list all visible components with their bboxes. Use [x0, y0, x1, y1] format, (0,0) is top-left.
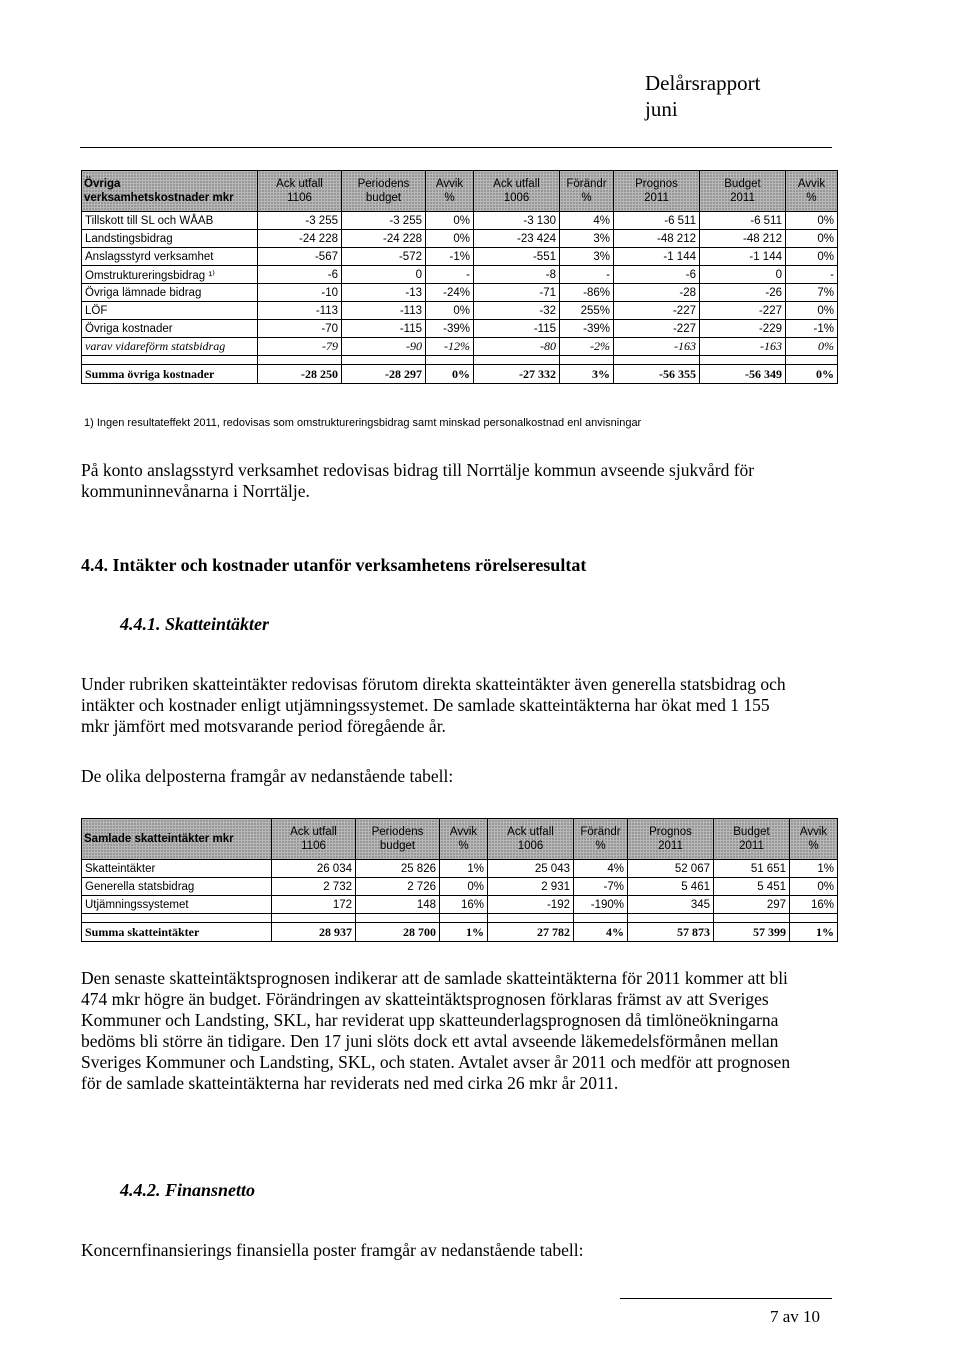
- column-header: [714, 819, 790, 860]
- spacer-cell: [488, 914, 574, 923]
- table-cell: 0: [342, 266, 426, 284]
- table-cell: -: [426, 266, 474, 284]
- column-header-line: Avvik: [435, 178, 464, 190]
- table-cell: -48 212: [700, 230, 786, 248]
- paragraph-prognos: Den senaste skatteintäktsprognosen indikerar att de samlade skatteintäkterna för 2011 kommer att bli 474 mkr högre än budget. Förändringen av skatteintäktsprognosen förklaras främst av att Sveriges Kommuner och Landsting, SKL, har reviderat upp skatteunderlagsprognosen då timlöneökningarna bedöms bli större än tidigare. Den 17 juni slöts dock ett avtal avseende läkemedelsförmånen mellan Sveriges Kommuner och Landsting, SKL, och staten. Avtalet avser år 2011 och medför att prognosen för de samlade skatteintäkterna har reviderats ned med cirka 26 mkr år 2011.: [81, 968, 791, 1093]
- table-cell: -24 228: [342, 230, 426, 248]
- table-cell: -86%: [560, 284, 614, 302]
- column-header: [574, 819, 628, 860]
- column-header-line: 1006: [503, 192, 530, 204]
- table-cell: -24%: [426, 284, 474, 302]
- table-cell: -28 250: [258, 365, 342, 384]
- column-header: [614, 171, 700, 212]
- table-cell: 0%: [426, 302, 474, 320]
- table-cell: 1%: [440, 860, 488, 878]
- table-cell: 28 937: [272, 923, 356, 942]
- spacer-cell: [574, 914, 628, 923]
- table-cell: -6: [614, 266, 700, 284]
- table-cell: 0%: [786, 248, 838, 266]
- table-cell: -1 144: [614, 248, 700, 266]
- column-header: [356, 819, 440, 860]
- spacer-cell: [714, 914, 790, 923]
- table-cell: 7%: [786, 284, 838, 302]
- table-row: [82, 230, 838, 248]
- column-header-line: budget: [365, 192, 402, 204]
- table-row: [82, 860, 838, 878]
- table-row: [82, 248, 838, 266]
- header-title: [645, 70, 760, 122]
- table-cell: -71: [474, 284, 560, 302]
- table-row: [82, 212, 838, 230]
- row-label: Summa skatteintäkter: [82, 923, 272, 942]
- table-cell: -6 511: [700, 212, 786, 230]
- table-row-total: [82, 365, 838, 384]
- table-cell: -8: [474, 266, 560, 284]
- table-cell: -80: [474, 338, 560, 356]
- table-cell: -227: [700, 302, 786, 320]
- column-header: [342, 171, 426, 212]
- table-cell: -26: [700, 284, 786, 302]
- column-header-line: verksamhetskostnader mkr: [84, 192, 234, 204]
- table-cell: -113: [342, 302, 426, 320]
- column-header-line: Förändr: [580, 826, 621, 838]
- table-footnote: 1) Ingen resultateffekt 2011, redovisas som omstruktureringsbidrag samt minskad personalkostnad enl anvisningar: [84, 417, 642, 429]
- table-cell: 0%: [440, 878, 488, 896]
- table-cell: -1%: [426, 248, 474, 266]
- section-heading-4-4: 4.4. Intäkter och kostnader utanför verksamhetens rörelseresultat: [81, 555, 587, 575]
- column-header: [426, 171, 474, 212]
- table-row: [82, 878, 838, 896]
- column-header-line: %: [806, 192, 817, 204]
- column-header-line: %: [595, 840, 606, 852]
- table-cell: -7%: [574, 878, 628, 896]
- table-cell: -79: [258, 338, 342, 356]
- section-heading-4-4-1: 4.4.1. Skatteintäkter: [120, 614, 270, 634]
- spacer-cell: [342, 356, 426, 365]
- column-header: [258, 171, 342, 212]
- column-header-line: Budget: [733, 826, 770, 838]
- spacer-cell: [560, 356, 614, 365]
- spacer-cell: [426, 356, 474, 365]
- table-cell: -192: [488, 896, 574, 914]
- column-header-line: 2011: [644, 192, 669, 204]
- table-header-row: [82, 171, 838, 212]
- table-cell: 16%: [790, 896, 838, 914]
- column-header-line: Avvik: [799, 826, 828, 838]
- spacer-cell: [786, 356, 838, 365]
- table-cell: 3%: [560, 365, 614, 384]
- table-cell: 0%: [786, 230, 838, 248]
- spacer-cell: [700, 356, 786, 365]
- table-cell: -3 255: [258, 212, 342, 230]
- header-rule: [80, 147, 832, 148]
- section-heading-4-4-2: 4.4.2. Finansnetto: [120, 1180, 256, 1200]
- table-row-total: [82, 923, 838, 942]
- table-cell: -227: [614, 320, 700, 338]
- row-label: Generella statsbidrag: [82, 878, 272, 896]
- column-header: [700, 171, 786, 212]
- table-cell: -163: [700, 338, 786, 356]
- row-label: Landstingsbidrag: [82, 230, 258, 248]
- table-cell: 0%: [426, 230, 474, 248]
- table-cell: 26 034: [272, 860, 356, 878]
- column-header-line: %: [808, 840, 819, 852]
- table-cell: 297: [714, 896, 790, 914]
- spacer-cell: [628, 914, 714, 923]
- table-cell: 5 461: [628, 878, 714, 896]
- column-header: [560, 171, 614, 212]
- table-cell: 0%: [790, 878, 838, 896]
- column-header-line: %: [458, 840, 469, 852]
- spacer-cell: [258, 356, 342, 365]
- table-cell: 2 726: [356, 878, 440, 896]
- table-cell: 2 931: [488, 878, 574, 896]
- table-row-subitem: [82, 338, 838, 356]
- table-header-row: [82, 819, 838, 860]
- column-header-line: 2011: [739, 840, 764, 852]
- table-cell: -113: [258, 302, 342, 320]
- row-label: Tillskott till SL och WÅAB: [82, 212, 258, 230]
- column-header: [440, 819, 488, 860]
- table-cell: -: [786, 266, 838, 284]
- table-cell: -39%: [560, 320, 614, 338]
- table-cell: -163: [614, 338, 700, 356]
- column-header-line: 1106: [301, 840, 326, 852]
- table-cell: 3%: [560, 248, 614, 266]
- table-cell: -27 332: [474, 365, 560, 384]
- table-cell: 0%: [426, 212, 474, 230]
- table-cell: 27 782: [488, 923, 574, 942]
- column-header-line: %: [444, 192, 455, 204]
- table-spacer: [82, 356, 838, 365]
- column-header-line: Förändr: [566, 178, 607, 190]
- table-row: [82, 302, 838, 320]
- column-header: [82, 819, 272, 860]
- column-header-line: Avvik: [797, 178, 826, 190]
- spacer-cell: [272, 914, 356, 923]
- column-header-line: %: [581, 192, 592, 204]
- spacer-cell: [440, 914, 488, 923]
- table-cell: 0%: [786, 212, 838, 230]
- table-cell: -115: [342, 320, 426, 338]
- table-cell: 3%: [560, 230, 614, 248]
- column-header-line: Prognos: [649, 826, 692, 838]
- table-cell: 345: [628, 896, 714, 914]
- table-cell: -28 297: [342, 365, 426, 384]
- row-label: Anslagsstyrd verksamhet: [82, 248, 258, 266]
- table-cell: -: [560, 266, 614, 284]
- table-cell: 25 043: [488, 860, 574, 878]
- footer-rule: [620, 1298, 832, 1299]
- row-label: Övriga lämnade bidrag: [82, 284, 258, 302]
- table-cell: -90: [342, 338, 426, 356]
- table-spacer: [82, 914, 838, 923]
- table-cell: -56 349: [700, 365, 786, 384]
- column-header-line: Samlade skatteintäkter mkr: [84, 833, 234, 845]
- row-label: Skatteintäkter: [82, 860, 272, 878]
- table-cell: -227: [614, 302, 700, 320]
- table-cell: -12%: [426, 338, 474, 356]
- table-cell: -13: [342, 284, 426, 302]
- table-cell: 0%: [426, 365, 474, 384]
- column-header-line: Ack utfall: [507, 826, 554, 838]
- column-header: [488, 819, 574, 860]
- spacer-cell: [356, 914, 440, 923]
- table-cell: -567: [258, 248, 342, 266]
- tax-revenue-table: [81, 818, 838, 942]
- table-cell: -190%: [574, 896, 628, 914]
- table-cell: 1%: [790, 923, 838, 942]
- column-header-line: Prognos: [635, 178, 678, 190]
- table-cell: -572: [342, 248, 426, 266]
- table-cell: 57 873: [628, 923, 714, 942]
- table-cell: -1%: [786, 320, 838, 338]
- header-title-line2: juni: [645, 97, 678, 121]
- table-cell: -23 424: [474, 230, 560, 248]
- table-cell: 4%: [574, 923, 628, 942]
- column-header-line: 1106: [287, 192, 312, 204]
- table-cell: -3 255: [342, 212, 426, 230]
- table-cell: -6: [258, 266, 342, 284]
- table-cell: -56 355: [614, 365, 700, 384]
- column-header-line: Ack utfall: [290, 826, 337, 838]
- column-header: [82, 171, 258, 212]
- column-header-line: Avvik: [449, 826, 478, 838]
- row-label: Summa övriga kostnader: [82, 365, 258, 384]
- paragraph-koncernfinansiering: Koncernfinansierings finansiella poster framgår av nedanstående tabell:: [81, 1240, 584, 1260]
- table-cell: 57 399: [714, 923, 790, 942]
- table-cell: 4%: [574, 860, 628, 878]
- table-cell: 51 651: [714, 860, 790, 878]
- page-number: 7 av 10: [770, 1307, 821, 1326]
- table-row: [82, 284, 838, 302]
- table-row: [82, 896, 838, 914]
- table-cell: 0%: [786, 338, 838, 356]
- table-cell: -48 212: [614, 230, 700, 248]
- table-cell: -1 144: [700, 248, 786, 266]
- table-cell: -551: [474, 248, 560, 266]
- column-header-line: Övriga: [84, 178, 121, 190]
- other-costs-table: [81, 170, 838, 384]
- table-cell: 1%: [440, 923, 488, 942]
- spacer-cell: [82, 914, 272, 923]
- table-cell: -70: [258, 320, 342, 338]
- row-label: Omstruktureringsbidrag ¹⁾: [82, 266, 258, 284]
- table-cell: -3 130: [474, 212, 560, 230]
- spacer-cell: [614, 356, 700, 365]
- column-header-line: Periodens: [371, 826, 424, 838]
- table-cell: 25 826: [356, 860, 440, 878]
- table-cell: -2%: [560, 338, 614, 356]
- table-cell: -32: [474, 302, 560, 320]
- row-label: LÖF: [82, 302, 258, 320]
- table-cell: 0%: [786, 302, 838, 320]
- table-cell: 28 700: [356, 923, 440, 942]
- table-cell: -39%: [426, 320, 474, 338]
- paragraph-delposter: De olika delposterna framgår av nedanstående tabell:: [81, 766, 454, 786]
- column-header-line: Ack utfall: [493, 178, 540, 190]
- table-row: [82, 320, 838, 338]
- table-cell: -6 511: [614, 212, 700, 230]
- table-cell: 52 067: [628, 860, 714, 878]
- column-header-line: Periodens: [357, 178, 410, 190]
- table-cell: 0%: [786, 365, 838, 384]
- column-header: [786, 171, 838, 212]
- column-header: [474, 171, 560, 212]
- spacer-cell: [474, 356, 560, 365]
- table-cell: 4%: [560, 212, 614, 230]
- table-cell: -229: [700, 320, 786, 338]
- row-label: Övriga kostnader: [82, 320, 258, 338]
- table-cell: -10: [258, 284, 342, 302]
- table-cell: 1%: [790, 860, 838, 878]
- table-cell: 148: [356, 896, 440, 914]
- column-header-line: Ack utfall: [276, 178, 323, 190]
- table-cell: 5 451: [714, 878, 790, 896]
- table-cell: 16%: [440, 896, 488, 914]
- table-cell: 0: [700, 266, 786, 284]
- column-header: [628, 819, 714, 860]
- column-header: [790, 819, 838, 860]
- column-header-line: budget: [379, 840, 416, 852]
- header-title-line1: Delårsrapport: [645, 71, 761, 95]
- column-header-line: Budget: [724, 178, 761, 190]
- spacer-cell: [82, 356, 258, 365]
- table-cell: 172: [272, 896, 356, 914]
- column-header: [272, 819, 356, 860]
- table-cell: 255%: [560, 302, 614, 320]
- table-row: [82, 266, 838, 284]
- table-cell: -24 228: [258, 230, 342, 248]
- paragraph-anslagsstyrd: På konto anslagsstyrd verksamhet redovisas bidrag till Norrtälje kommun avseende sjukvård för kommuninnevånarna i Norrtälje.: [81, 460, 755, 501]
- table-cell: -115: [474, 320, 560, 338]
- column-header-line: 1006: [517, 840, 544, 852]
- table-cell: -28: [614, 284, 700, 302]
- spacer-cell: [790, 914, 838, 923]
- column-header-line: 2011: [658, 840, 683, 852]
- paragraph-skatteintakter: Under rubriken skatteintäkter redovisas förutom direkta skatteintäkter även generella statsbidrag och intäkter och kostnader enligt utjämningssystemet. De samlade skatteintäkterna har ökat med 1 155 mkr jämfört med motsvarande period föregående år.: [81, 674, 786, 736]
- table-cell: 2 732: [272, 878, 356, 896]
- row-label: Utjämningssystemet: [82, 896, 272, 914]
- column-header-line: 2011: [730, 192, 755, 204]
- row-label: varav vidareförm statsbidrag: [82, 338, 258, 356]
